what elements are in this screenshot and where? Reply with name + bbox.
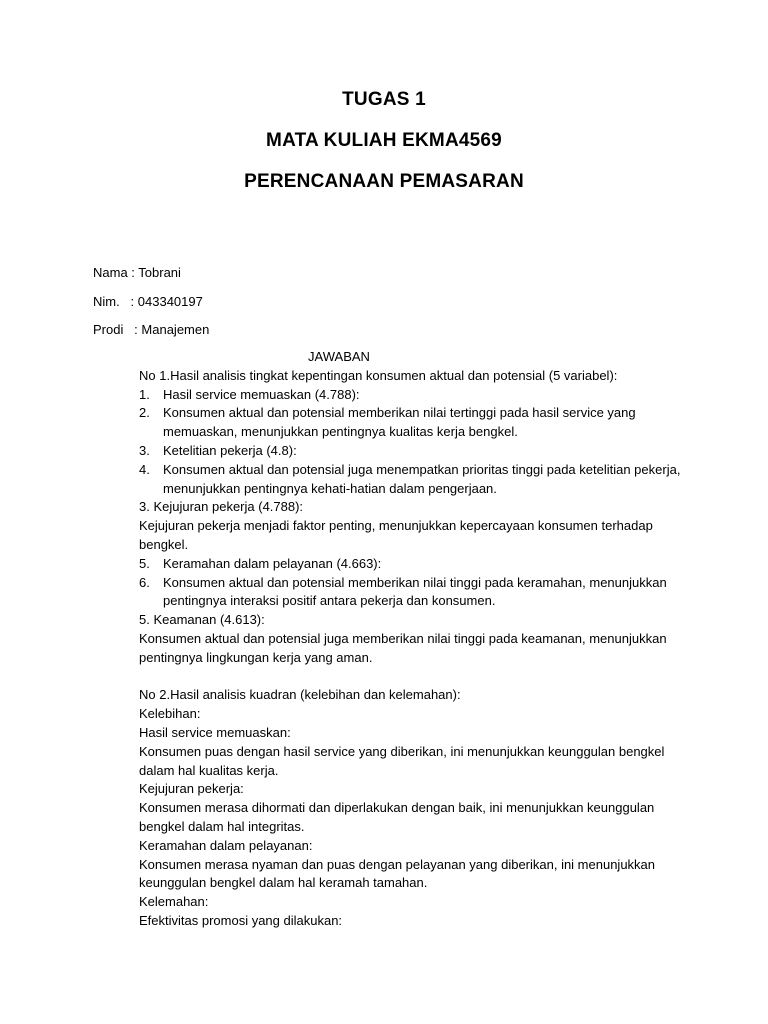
answer-heading: JAWABAN: [308, 349, 370, 364]
list-item: [139, 404, 699, 442]
q1-point3-body: Kejujuran pekerja menjadi faktor penting, menunjukkan kepercayaan konsumen terhadap bengkel.: [139, 518, 653, 552]
list-item-number: 3.: [139, 442, 150, 458]
list-item-text: Konsumen aktual dan potensial juga menempatkan prioritas tinggi pada ketelitian pekerja, menunjukkan pentingnya kehati-hatian dalam pengerjaan.: [163, 461, 681, 496]
q2-strength2-heading: Kejujuran pekerja:: [139, 781, 244, 797]
doc-title-course: MATA KULIAH EKMA4569: [266, 130, 502, 151]
list-item-text: Konsumen aktual dan potensial memberikan nilai tinggi pada keramahan, menunjukkan pentingnya interaksi positif antara pekerja dan konsumen.: [163, 574, 667, 609]
list-item-number: 1.: [139, 386, 150, 402]
list-item: [139, 574, 699, 612]
student-name: Nama : Tobrani: [93, 265, 181, 280]
list-item: [139, 461, 699, 499]
q1-point5-body: Konsumen aktual dan potensial juga memberikan nilai tinggi pada keamanan, menunjukkan pentingnya lingkungan kerja yang aman.: [139, 630, 667, 665]
q1-point5-heading: 5. Keamanan (4.613):: [139, 612, 265, 628]
list-item-text: Keramahan dalam pelayanan (4.663):: [163, 555, 382, 571]
list-item-text: Hasil service memuaskan (4.788):: [163, 386, 360, 402]
list-item: [139, 386, 699, 405]
doc-title-assignment: TUGAS 1: [342, 89, 426, 110]
list-item-number: 5.: [139, 555, 150, 571]
list-item-text: Konsumen aktual dan potensial memberikan nilai tertinggi pada hasil service yang memuaskan, menunjukkan pentingnya kualitas kerja bengkel.: [163, 405, 636, 440]
doc-title-subject: PERENCANAAN PEMASARAN: [244, 171, 524, 192]
list-item-number: 2.: [139, 405, 150, 421]
q2-strength1-heading: Hasil service memuaskan:: [139, 724, 291, 740]
q2-strength3-heading: Keramahan dalam pelayanan:: [139, 837, 313, 853]
q2-strength3-body: Konsumen merasa nyaman dan puas dengan pelayanan yang diberikan, ini menunjukkan keunggulan bengkel dalam hal keramah tamahan.: [139, 856, 656, 891]
q2-strength2-body: Konsumen merasa dihormati dan diperlakukan dengan baik, ini menunjukkan keunggulan bengkel dalam hal integritas.: [139, 800, 655, 834]
q2-weaknesses-label: Kelemahan:: [139, 894, 209, 910]
blank-line: [139, 668, 699, 687]
q1-point3-heading: 3. Kejujuran pekerja (4.788):: [139, 499, 304, 515]
list-item-text: Ketelitian pekerja (4.8):: [163, 442, 297, 458]
student-nim: Nim. : 043340197: [93, 294, 203, 309]
q2-strengths-label: Kelebihan:: [139, 706, 201, 722]
list-item: [139, 442, 699, 461]
answer-body: [139, 348, 699, 931]
q2-intro: No 2.Hasil analisis kuadran (kelebihan dan kelemahan):: [139, 687, 461, 703]
q1-intro: No 1.Hasil analisis tingkat kepentingan konsumen aktual dan potensial (5 variabel):: [139, 367, 618, 383]
q2-strength1-body: Konsumen puas dengan hasil service yang diberikan, ini menunjukkan keunggulan bengkel dalam hal kualitas kerja.: [139, 743, 665, 778]
q2-weakness1-heading: Efektivitas promosi yang dilakukan:: [139, 912, 343, 928]
list-item: [139, 555, 699, 574]
student-prodi: Prodi : Manajemen: [93, 322, 210, 337]
list-item-number: 6.: [139, 574, 150, 590]
list-item-number: 4.: [139, 461, 150, 477]
